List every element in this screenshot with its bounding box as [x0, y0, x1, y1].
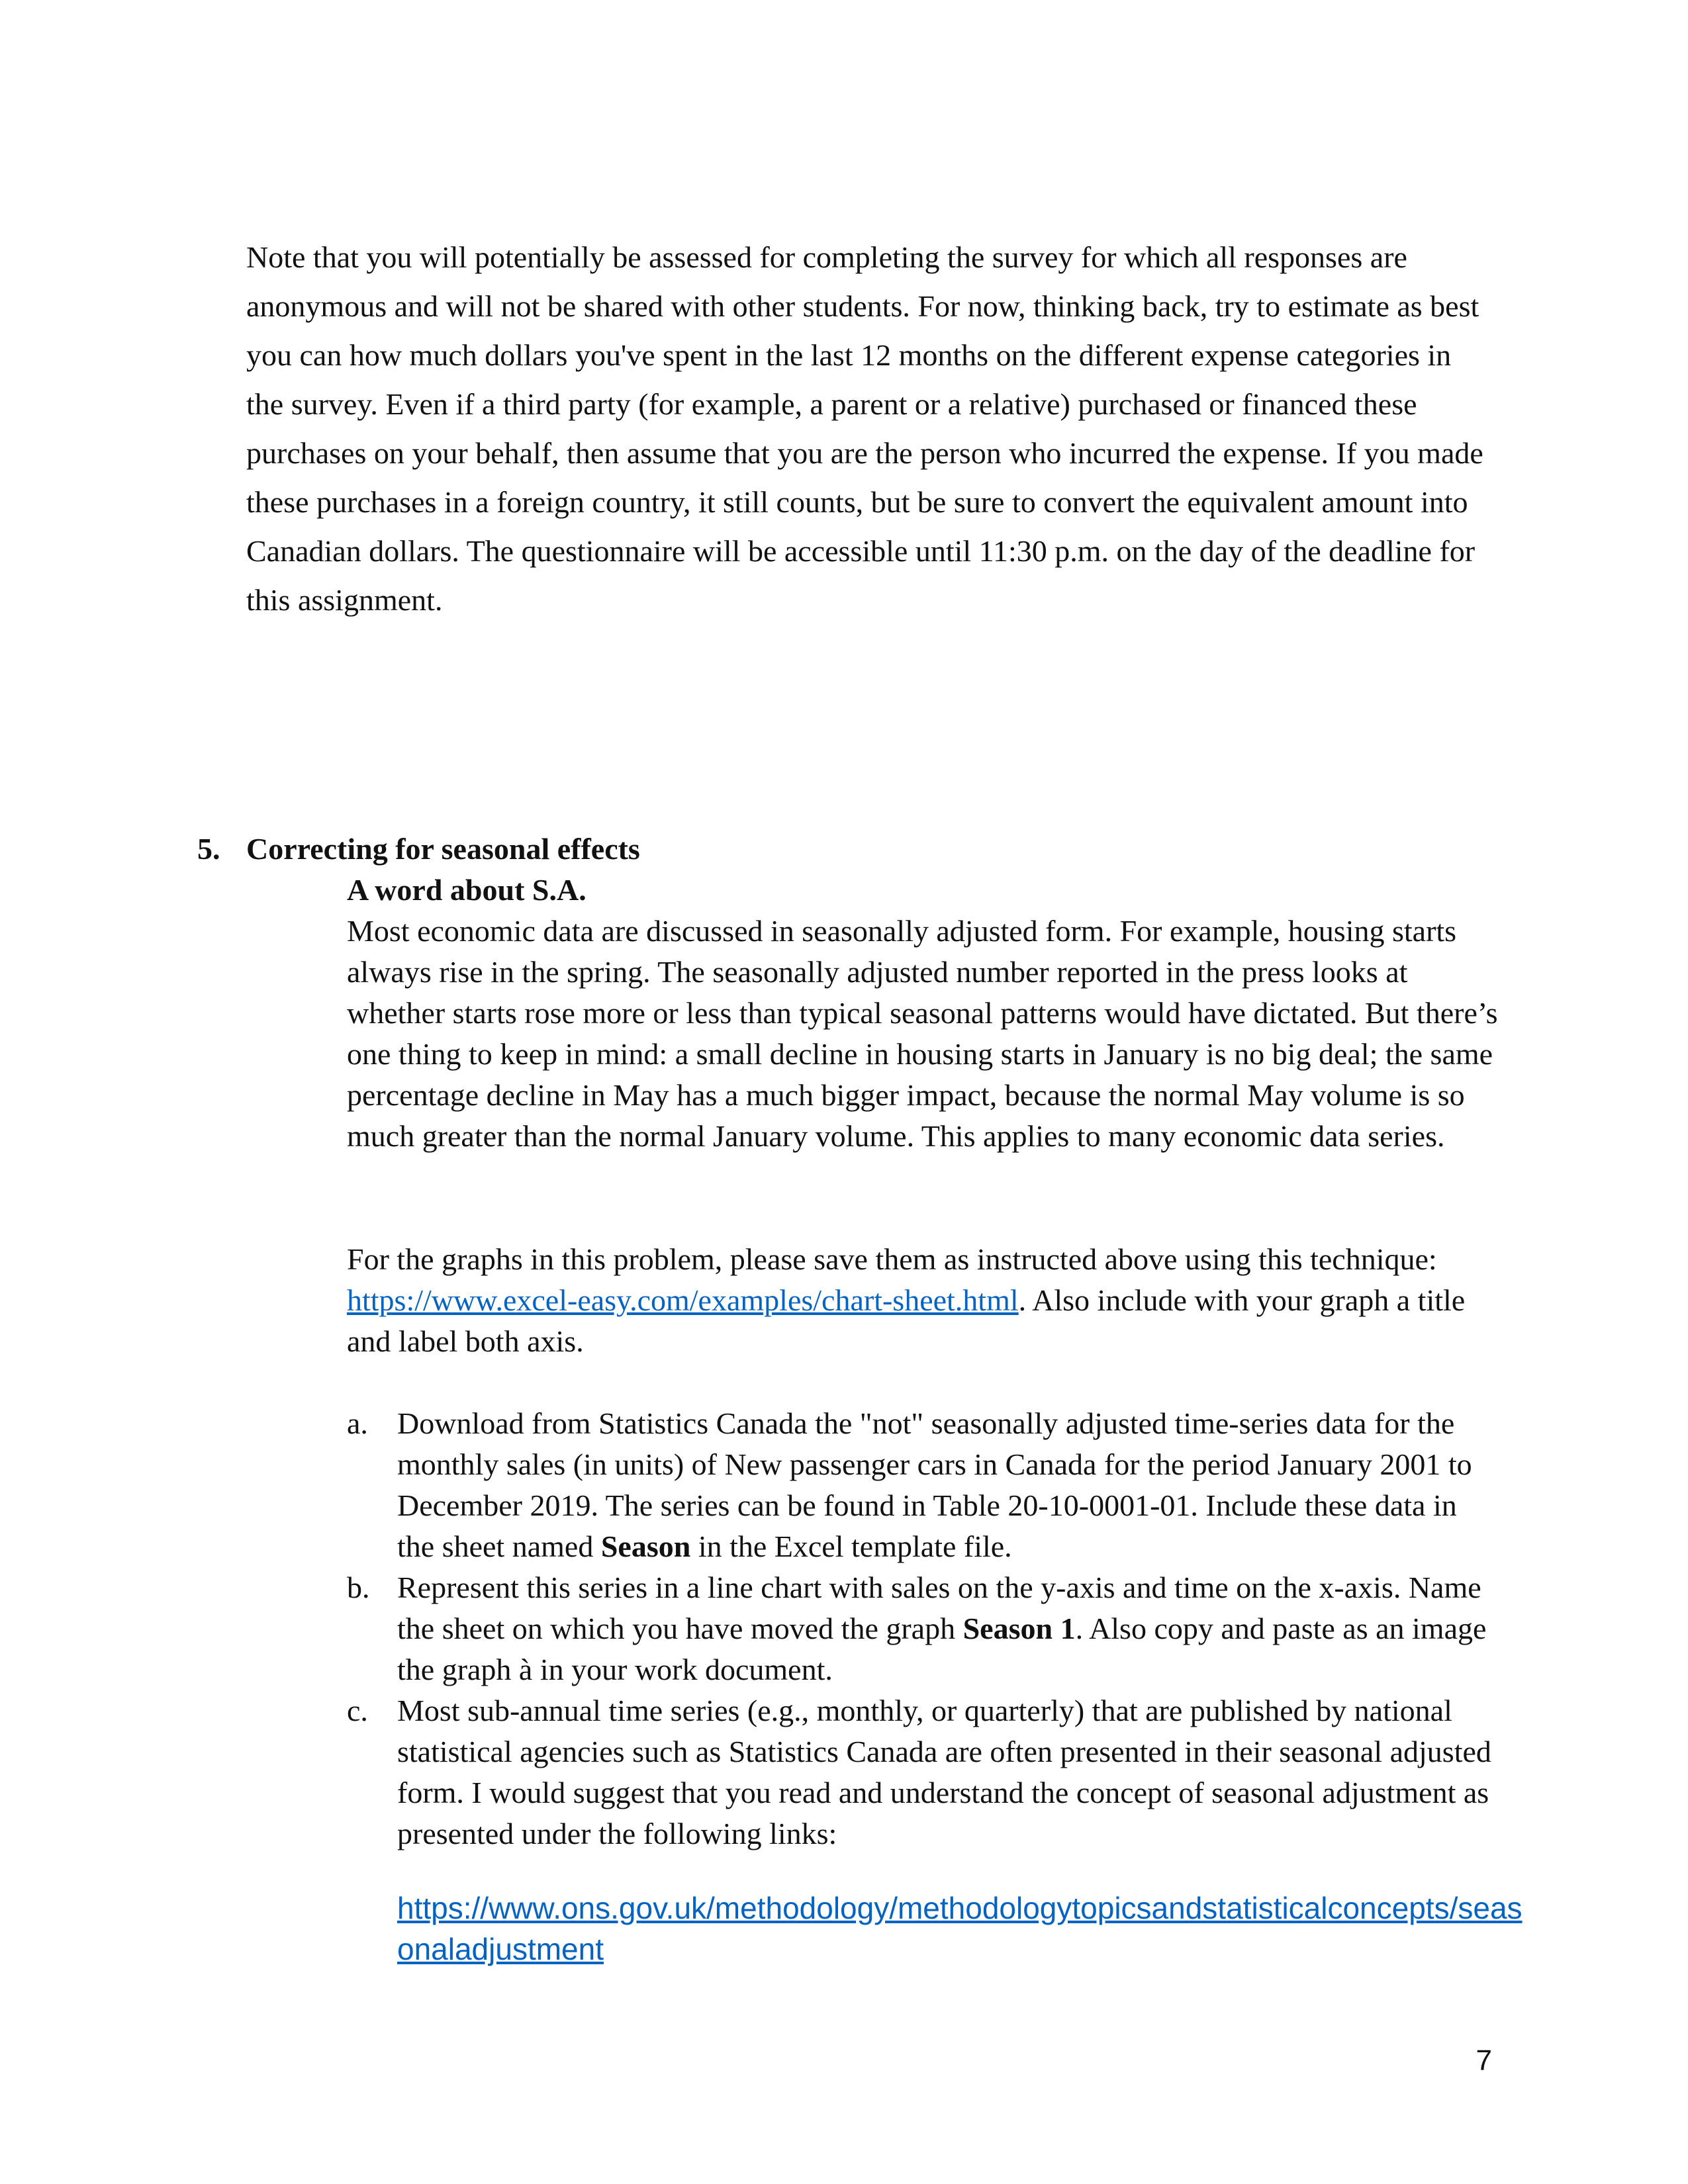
item-a-bold: Season: [600, 1529, 691, 1563]
subheading-sa: A word about S.A.: [347, 873, 586, 907]
item-a-text-after: in the Excel template file.: [690, 1529, 1012, 1563]
item-b-text-before: Represent this series in a line chart with sales on the y-axis and time on the x-axis. Name the sheet on which you have moved the graph: [397, 1570, 1481, 1645]
item-a-text-before: Download from Statistics Canada the "not" seasonally adjusted time-series data for the monthly sales (in units) of New passenger cars in Canada for the period January 2001 to December 2019. The series can be found in Table 20-10-0001-01. Include these data in the sheet named: [397, 1406, 1472, 1563]
excel-easy-link[interactable]: https://www.excel-easy.com/examples/chart-sheet.html: [347, 1283, 1019, 1317]
list-item-a: [347, 1403, 1499, 1567]
section-number: 5.: [197, 832, 220, 866]
list-marker: a.: [347, 1406, 368, 1440]
section-heading: [197, 829, 640, 870]
sa-paragraph: Most economic data are discussed in seasonally adjusted form. For example, housing starts always rise in the spring. The seasonally adjusted number reported in the press looks at whether starts rose more or less than typical seasonal patterns would have dictated. But there’s one thing to keep in mind: a small decline in housing starts in January is no big deal; the same percentage decline in May has a much bigger impact, because the normal May volume is so much greater than the normal January volume. This applies to many economic data series.: [347, 914, 1498, 1153]
ons-seasonal-adjustment-link[interactable]: https://www.ons.gov.uk/methodology/methodologytopicsandstatisticalconcepts/seasonaladjustment: [397, 1891, 1523, 1966]
list-marker: c.: [347, 1694, 368, 1727]
item-b-bold: Season 1: [962, 1612, 1076, 1645]
ons-link-paragraph: [397, 1888, 1523, 1970]
page-number: 7: [1476, 2044, 1492, 2077]
list-item-b: [347, 1567, 1499, 1690]
item-c-text: Most sub-annual time series (e.g., monthly, or quarterly) that are published by national statistical agencies such as Statistics Canada are often presented in their seasonal adjusted form. I would suggest that you read and understand the concept of seasonal adjustment as presented under the following links:: [397, 1694, 1491, 1850]
task-list: [347, 1403, 1499, 1854]
graphs-text-after: . Also include with your graph a title and label both axis.: [347, 1283, 1466, 1358]
graphs-instructions-paragraph: [347, 1239, 1499, 1362]
list-marker: b.: [347, 1570, 370, 1604]
item-b-text-after: . Also copy and paste as an image the graph à in your work document.: [397, 1612, 1487, 1686]
graphs-text-before: For the graphs in this problem, please save them as instructed above using this technique:: [347, 1242, 1437, 1276]
section-title: Correcting for seasonal effects: [246, 832, 640, 866]
list-item-c: [347, 1690, 1499, 1854]
intro-paragraph: Note that you will potentially be assessed for completing the survey for which all responses are anonymous and will not be shared with other students. For now, thinking back, try to estimate as best you can how much dollars you've spent in the last 12 months on the different expense categories in the survey. Even if a third party (for example, a parent or a relative) purchased or financed these purchases on your behalf, then assume that you are the person who incurred the expense. If you made these purchases in a foreign country, it still counts, but be sure to convert the equivalent amount into Canadian dollars. The questionnaire will be accessible until 11:30 p.m. on the day of the deadline for this assignment.: [246, 240, 1483, 617]
